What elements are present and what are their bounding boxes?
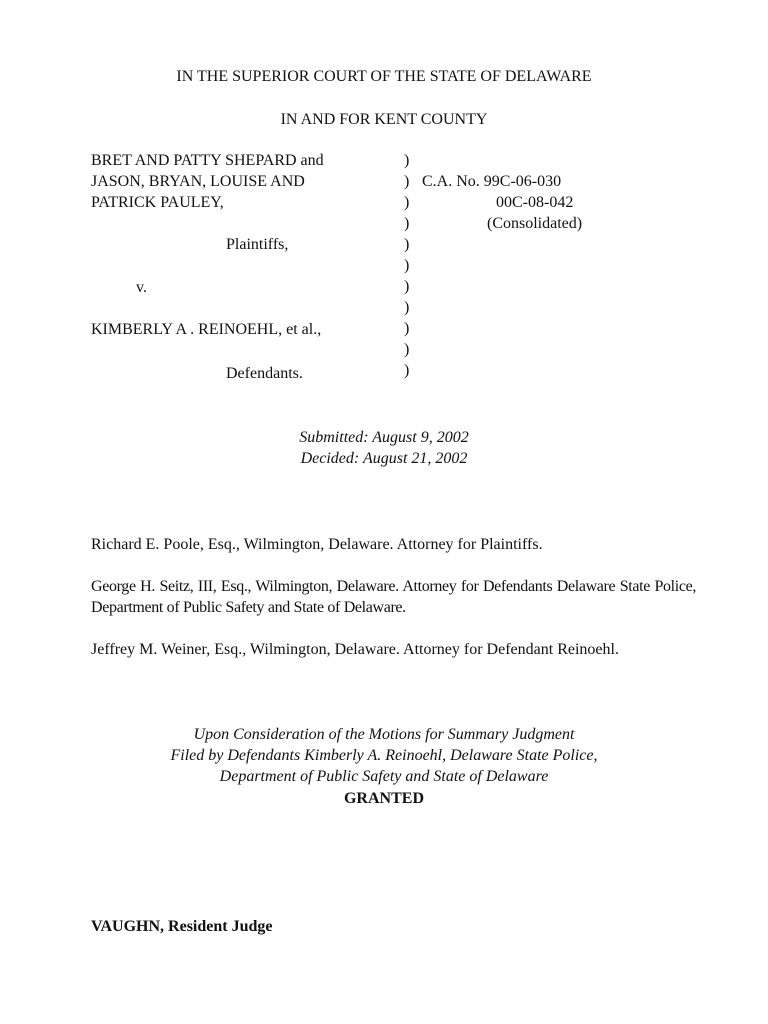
attorney-defendant-reinoehl: Jeffrey M. Weiner, Esq., Wilmington, Delaware. Attorney for Defendant Reinoehl. xyxy=(91,641,619,658)
versus-label: v. xyxy=(136,279,147,296)
motion-ruling: GRANTED xyxy=(343,790,424,807)
caption-parenthesis: ) xyxy=(404,278,410,295)
caption-parenthesis: ) xyxy=(404,257,410,274)
caption-parenthesis: ) xyxy=(404,215,410,232)
defendant-name: KIMBERLY A . REINOEHL, et al., xyxy=(91,321,322,338)
judge-name: VAUGHN, Resident Judge xyxy=(91,918,273,935)
attorney-state-defendants: George H. Seitz, III, Esq., Wilmington, Delaware. Attorney for Defendants Delaware State Police, Department of Public Safety and State of Delaware. xyxy=(91,578,696,616)
caption-parenthesis: ) xyxy=(404,341,410,358)
caption-parenthesis: ) xyxy=(404,362,410,379)
motion-line: Filed by Defendants Kimberly A. Reinoehl, Delaware State Police, xyxy=(170,747,598,764)
caption-parenthesis: ) xyxy=(404,299,410,316)
submitted-date: Submitted: August 9, 2002 xyxy=(299,429,469,446)
case-number-second: 00C-08-042 xyxy=(496,194,574,211)
plaintiffs-label: Plaintiffs, xyxy=(226,236,289,253)
attorney-plaintiffs: Richard E. Poole, Esq., Wilmington, Delaware. Attorney for Plaintiffs. xyxy=(91,536,543,553)
plaintiff-name-line: JASON, BRYAN, LOUISE AND xyxy=(91,173,305,190)
court-county: IN AND FOR KENT COUNTY xyxy=(280,111,488,128)
plaintiff-name-line: PATRICK PAULEY, xyxy=(91,194,224,211)
caption-parenthesis: ) xyxy=(404,173,410,190)
case-consolidated: (Consolidated) xyxy=(487,215,583,232)
plaintiff-name-line: BRET AND PATTY SHEPARD and xyxy=(91,152,324,169)
motion-line: Department of Public Safety and State of Delaware xyxy=(219,768,549,785)
motion-line: Upon Consideration of the Motions for Summary Judgment xyxy=(193,726,575,743)
caption-parenthesis: ) xyxy=(404,194,410,211)
caption-parenthesis: ) xyxy=(404,236,410,253)
case-number: C.A. No. 99C-06-030 xyxy=(422,173,562,190)
caption-parenthesis: ) xyxy=(404,152,410,169)
caption-parenthesis: ) xyxy=(404,320,410,337)
caption-parenthesis-column xyxy=(404,150,409,381)
decided-date: Decided: August 21, 2002 xyxy=(300,450,468,467)
defendants-label: Defendants. xyxy=(226,365,303,382)
court-title: IN THE SUPERIOR COURT OF THE STATE OF DELAWARE xyxy=(176,68,592,85)
